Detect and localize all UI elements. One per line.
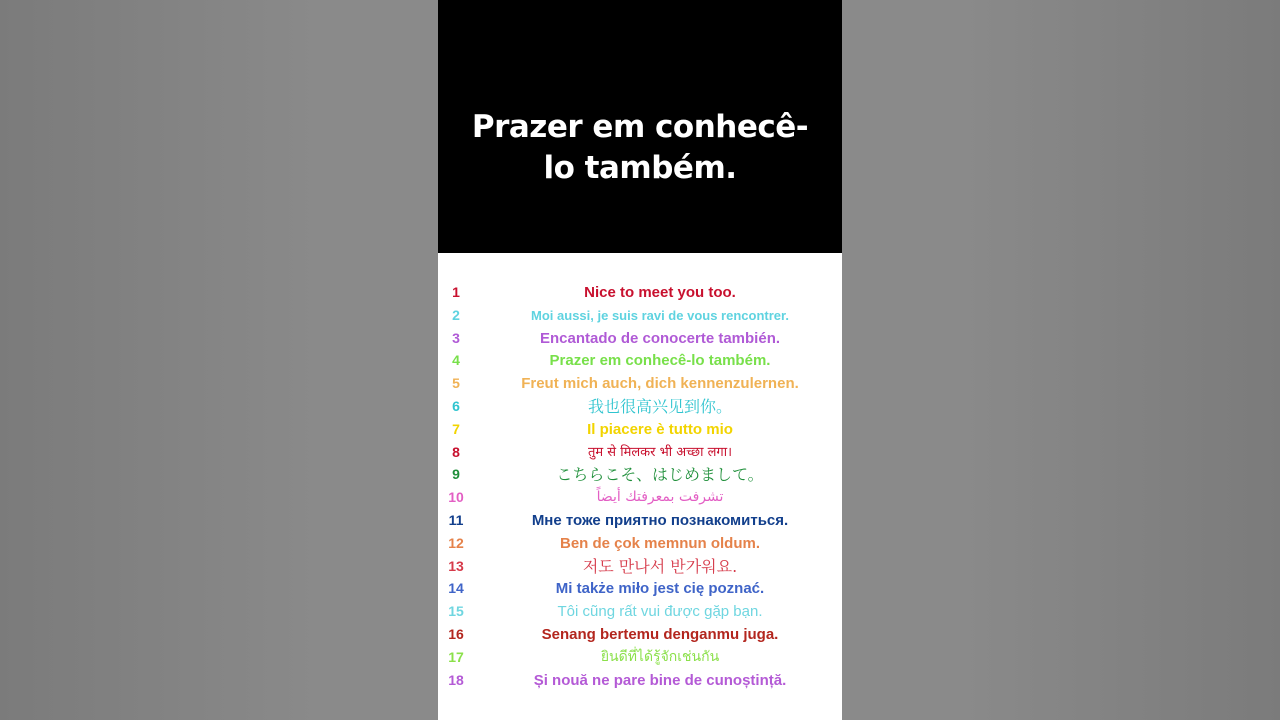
list-item bbox=[438, 372, 842, 395]
item-number: 9 bbox=[452, 466, 460, 483]
phrase-text: Moi aussi, je suis ravi de vous rencontrer. bbox=[531, 307, 789, 323]
headline-text: Prazer em conhecê-lo também. bbox=[471, 108, 809, 186]
phrase-text: ยินดีที่ได้รู้จักเช่นกัน bbox=[600, 648, 720, 665]
item-number: 12 bbox=[448, 534, 464, 551]
phrase-text: 저도 만나서 반가워요. bbox=[582, 556, 738, 576]
list-item bbox=[438, 532, 842, 555]
item-number: 8 bbox=[452, 443, 460, 460]
item-number: 11 bbox=[448, 511, 464, 528]
phrase-text: Ben de çok memnun oldum. bbox=[559, 534, 761, 552]
video-card bbox=[438, 0, 842, 720]
phrase-text: Encantado de conocerte también. bbox=[539, 329, 781, 347]
item-number: 1 bbox=[452, 284, 460, 300]
phrase-text: تشرفت بمعرفتك أيضاً bbox=[596, 489, 724, 506]
phrase-text: Prazer em conhecê-lo também. bbox=[549, 352, 771, 370]
item-number: 3 bbox=[452, 329, 460, 346]
phrase-text: Nice to meet you too. bbox=[584, 284, 736, 301]
phrase-text: Și nouă ne pare bine de cunoștință. bbox=[533, 671, 787, 689]
item-number: 16 bbox=[448, 625, 464, 642]
phrase-text: 我也很高兴见到你。 bbox=[587, 396, 732, 416]
item-number: 2 bbox=[452, 306, 460, 323]
list-item bbox=[438, 646, 842, 669]
item-number: 5 bbox=[452, 375, 460, 392]
phrase-text: Freut mich auch, dich kennenzulernen. bbox=[521, 375, 799, 393]
list-item bbox=[438, 509, 842, 532]
translation-list bbox=[438, 281, 842, 691]
title-banner bbox=[438, 0, 842, 253]
item-number: 4 bbox=[452, 352, 460, 369]
list-item bbox=[438, 463, 842, 486]
list-item bbox=[438, 669, 842, 692]
item-number: 15 bbox=[448, 603, 464, 620]
item-number: 18 bbox=[448, 671, 464, 688]
list-item bbox=[438, 395, 842, 418]
item-number: 14 bbox=[448, 580, 464, 597]
item-number: 6 bbox=[452, 397, 460, 414]
list-item bbox=[438, 281, 842, 304]
phrase-text: तुम से मिलकर भी अच्छा लगा। bbox=[587, 444, 733, 460]
list-item bbox=[438, 327, 842, 350]
phrase-text: Mi także miło jest cię poznać. bbox=[555, 580, 765, 598]
list-item bbox=[438, 577, 842, 600]
item-number: 7 bbox=[452, 420, 460, 437]
phrase-text: Мне тоже приятно познакомиться. bbox=[531, 511, 789, 529]
list-item bbox=[438, 441, 842, 464]
item-number: 13 bbox=[448, 557, 464, 574]
phrase-text: Il piacere è tutto mio bbox=[587, 420, 733, 438]
phrase-text: Senang bertemu denganmu juga. bbox=[541, 625, 779, 643]
list-item bbox=[438, 486, 842, 509]
list-item bbox=[438, 623, 842, 646]
list-item bbox=[438, 349, 842, 372]
item-number: 10 bbox=[448, 489, 464, 506]
phrase-text: こちらこそ、はじめまして。 bbox=[556, 465, 764, 485]
list-item bbox=[438, 555, 842, 578]
list-item bbox=[438, 304, 842, 327]
item-number: 17 bbox=[448, 648, 464, 665]
list-item bbox=[438, 418, 842, 441]
phrase-text: Tôi cũng rất vui được gặp bạn. bbox=[557, 603, 763, 621]
list-item bbox=[438, 600, 842, 623]
